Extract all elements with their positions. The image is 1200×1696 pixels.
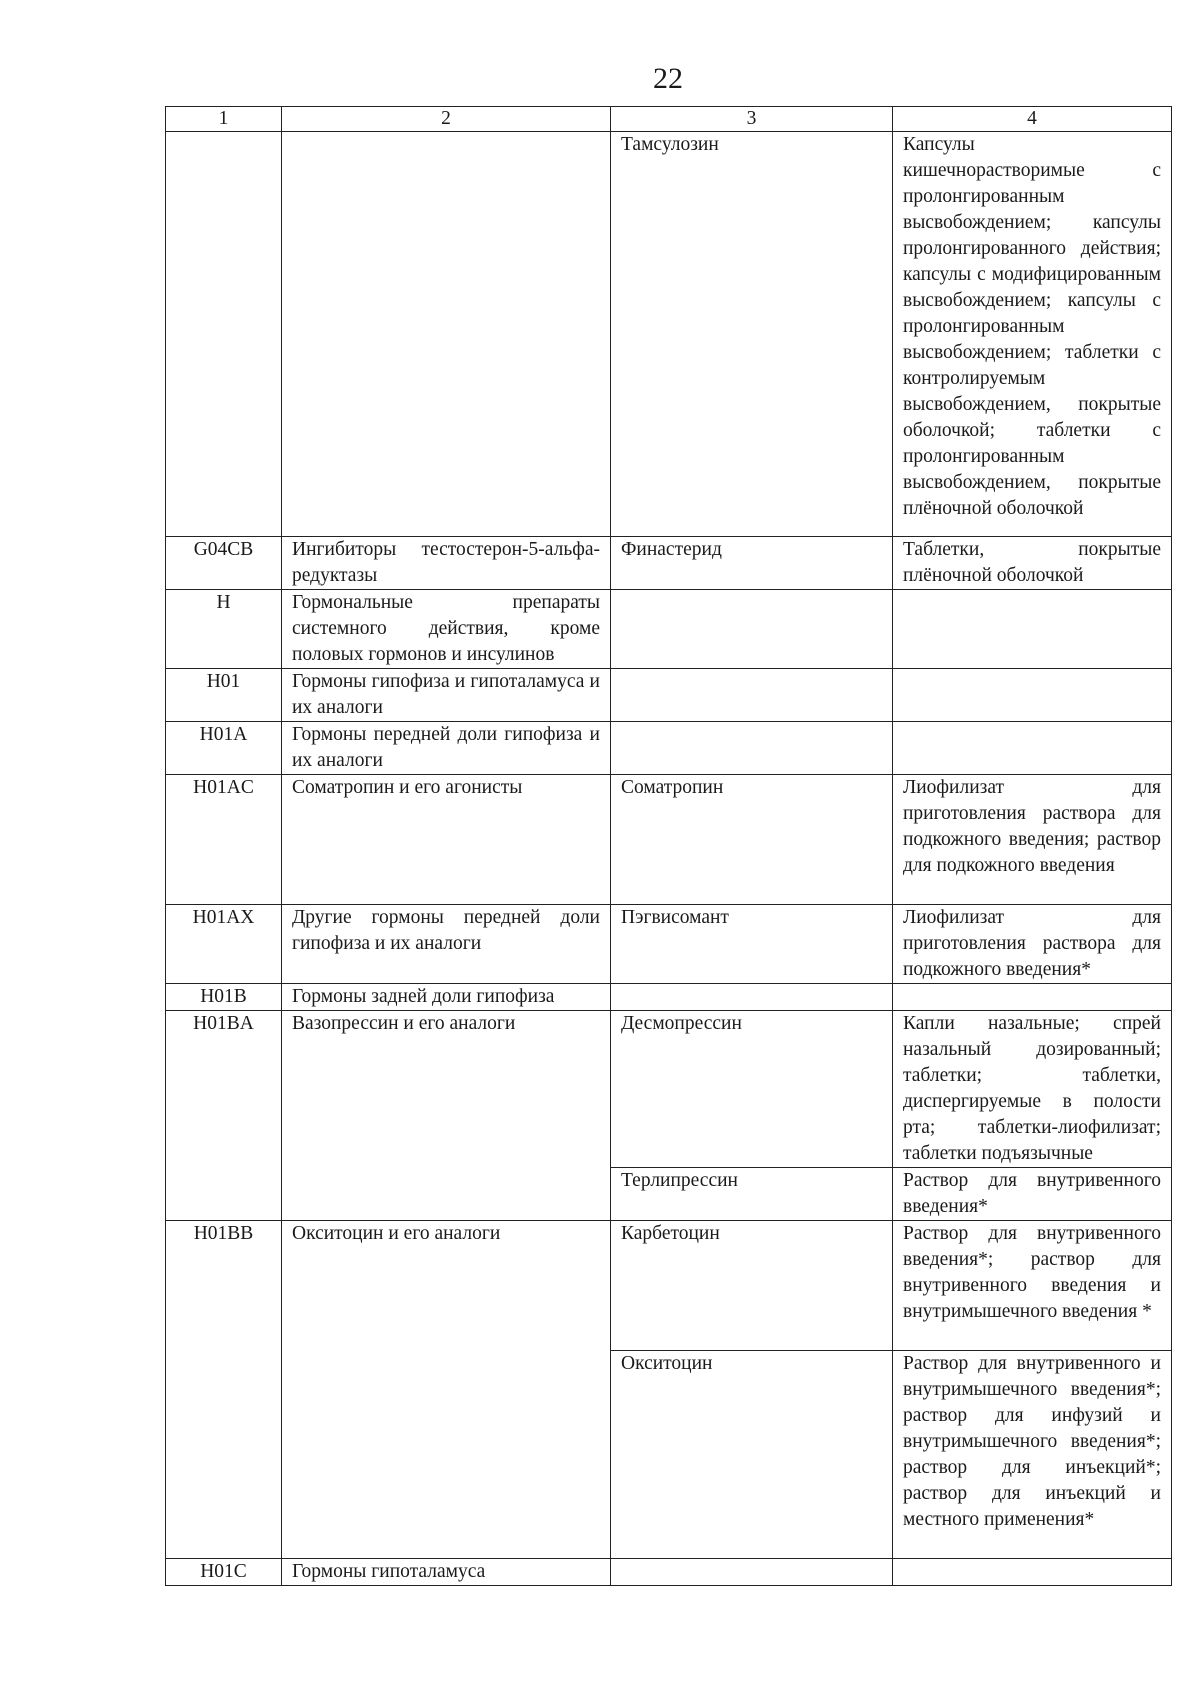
dosage-form: Капсулы кишечнорастворимые с пролонгированным высвобождением; капсулы пролонгированного действия; капсулы с модифицированным высвобождением; капсулы с пролонгированным высвобождением; таблетки с контролируемым высвобождением, покрытые оболочкой; таблетки с пролонгированным высвобождением, покрытые плёночной оболочкой bbox=[893, 132, 1172, 537]
table-row bbox=[166, 1559, 1172, 1586]
group-name: Ингибиторы тестостерон-5-альфа-редуктазы bbox=[282, 537, 611, 590]
table-row bbox=[166, 590, 1172, 669]
drug-name: Карбетоцин bbox=[611, 1221, 893, 1351]
drug-name bbox=[611, 590, 893, 669]
table-row bbox=[166, 775, 1172, 905]
group-name: Гормоны передней доли гипофиза и их аналоги bbox=[282, 722, 611, 775]
header-cell: 2 bbox=[282, 107, 611, 132]
drug-name: Терлипрессин bbox=[611, 1168, 893, 1221]
atc-code: H01B bbox=[166, 984, 282, 1011]
table-row bbox=[166, 984, 1172, 1011]
atc-code: H01AX bbox=[166, 905, 282, 984]
table-row bbox=[166, 1011, 1172, 1168]
atc-code: H01C bbox=[166, 1559, 282, 1586]
drug-name: Тамсулозин bbox=[611, 132, 893, 537]
dosage-form: Капли назальные; спрей назальный дозированный; таблетки; таблетки, диспергируемые в полости рта; таблетки-лиофилизат; таблетки подъязычные bbox=[893, 1011, 1172, 1168]
table-row bbox=[166, 1221, 1172, 1351]
atc-code bbox=[166, 132, 282, 537]
drug-name: Окситоцин bbox=[611, 1351, 893, 1559]
drug-name bbox=[611, 669, 893, 722]
table-header-row bbox=[166, 107, 1172, 132]
dosage-form bbox=[893, 984, 1172, 1011]
dosage-form: Раствор для внутривенного и внутримышечного введения*; раствор для инфузий и внутримышечного введения*; раствор для инъекций*; раствор для инъекций и местного применения* bbox=[893, 1351, 1172, 1559]
drug-name: Соматропин bbox=[611, 775, 893, 905]
drug-name bbox=[611, 722, 893, 775]
drug-table bbox=[165, 106, 1172, 1586]
table-row bbox=[166, 905, 1172, 984]
table-row bbox=[166, 537, 1172, 590]
atc-code: H01BA bbox=[166, 1011, 282, 1221]
dosage-form bbox=[893, 722, 1172, 775]
table-row bbox=[166, 669, 1172, 722]
dosage-form: Лиофилизат для приготовления раствора для подкожного введения; раствор для подкожного введения bbox=[893, 775, 1172, 905]
header-cell: 4 bbox=[893, 107, 1172, 132]
group-name: Соматропин и его агонисты bbox=[282, 775, 611, 905]
dosage-form bbox=[893, 669, 1172, 722]
group-name: Гормоны гипоталамуса bbox=[282, 1559, 611, 1586]
atc-code: H bbox=[166, 590, 282, 669]
dosage-form bbox=[893, 1559, 1172, 1586]
group-name: Гормоны гипофиза и гипоталамуса и их аналоги bbox=[282, 669, 611, 722]
header-cell: 3 bbox=[611, 107, 893, 132]
atc-code: H01AC bbox=[166, 775, 282, 905]
group-name: Гормоны задней доли гипофиза bbox=[282, 984, 611, 1011]
header-cell: 1 bbox=[166, 107, 282, 132]
dosage-form: Лиофилизат для приготовления раствора для подкожного введения* bbox=[893, 905, 1172, 984]
group-name: Другие гормоны передней доли гипофиза и их аналоги bbox=[282, 905, 611, 984]
group-name bbox=[282, 132, 611, 537]
group-name: Вазопрессин и его аналоги bbox=[282, 1011, 611, 1221]
group-name: Окситоцин и его аналоги bbox=[282, 1221, 611, 1559]
drug-name bbox=[611, 1559, 893, 1586]
dosage-form bbox=[893, 590, 1172, 669]
atc-code: H01A bbox=[166, 722, 282, 775]
atc-code: H01BB bbox=[166, 1221, 282, 1559]
dosage-form: Раствор для внутривенного введения* bbox=[893, 1168, 1172, 1221]
drug-name: Финастерид bbox=[611, 537, 893, 590]
atc-code: H01 bbox=[166, 669, 282, 722]
drug-name: Десмопрессин bbox=[611, 1011, 893, 1168]
drug-name bbox=[611, 984, 893, 1011]
dosage-form: Таблетки, покрытые плёночной оболочкой bbox=[893, 537, 1172, 590]
drug-name: Пэгвисомант bbox=[611, 905, 893, 984]
group-name: Гормональные препараты системного действия, кроме половых гормонов и инсулинов bbox=[282, 590, 611, 669]
dosage-form: Раствор для внутривенного введения*; раствор для внутривенного введения и внутримышечного введения * bbox=[893, 1221, 1172, 1351]
atc-code: G04CB bbox=[166, 537, 282, 590]
table-row bbox=[166, 132, 1172, 537]
table-row bbox=[166, 722, 1172, 775]
page-number: 22 bbox=[653, 62, 683, 95]
